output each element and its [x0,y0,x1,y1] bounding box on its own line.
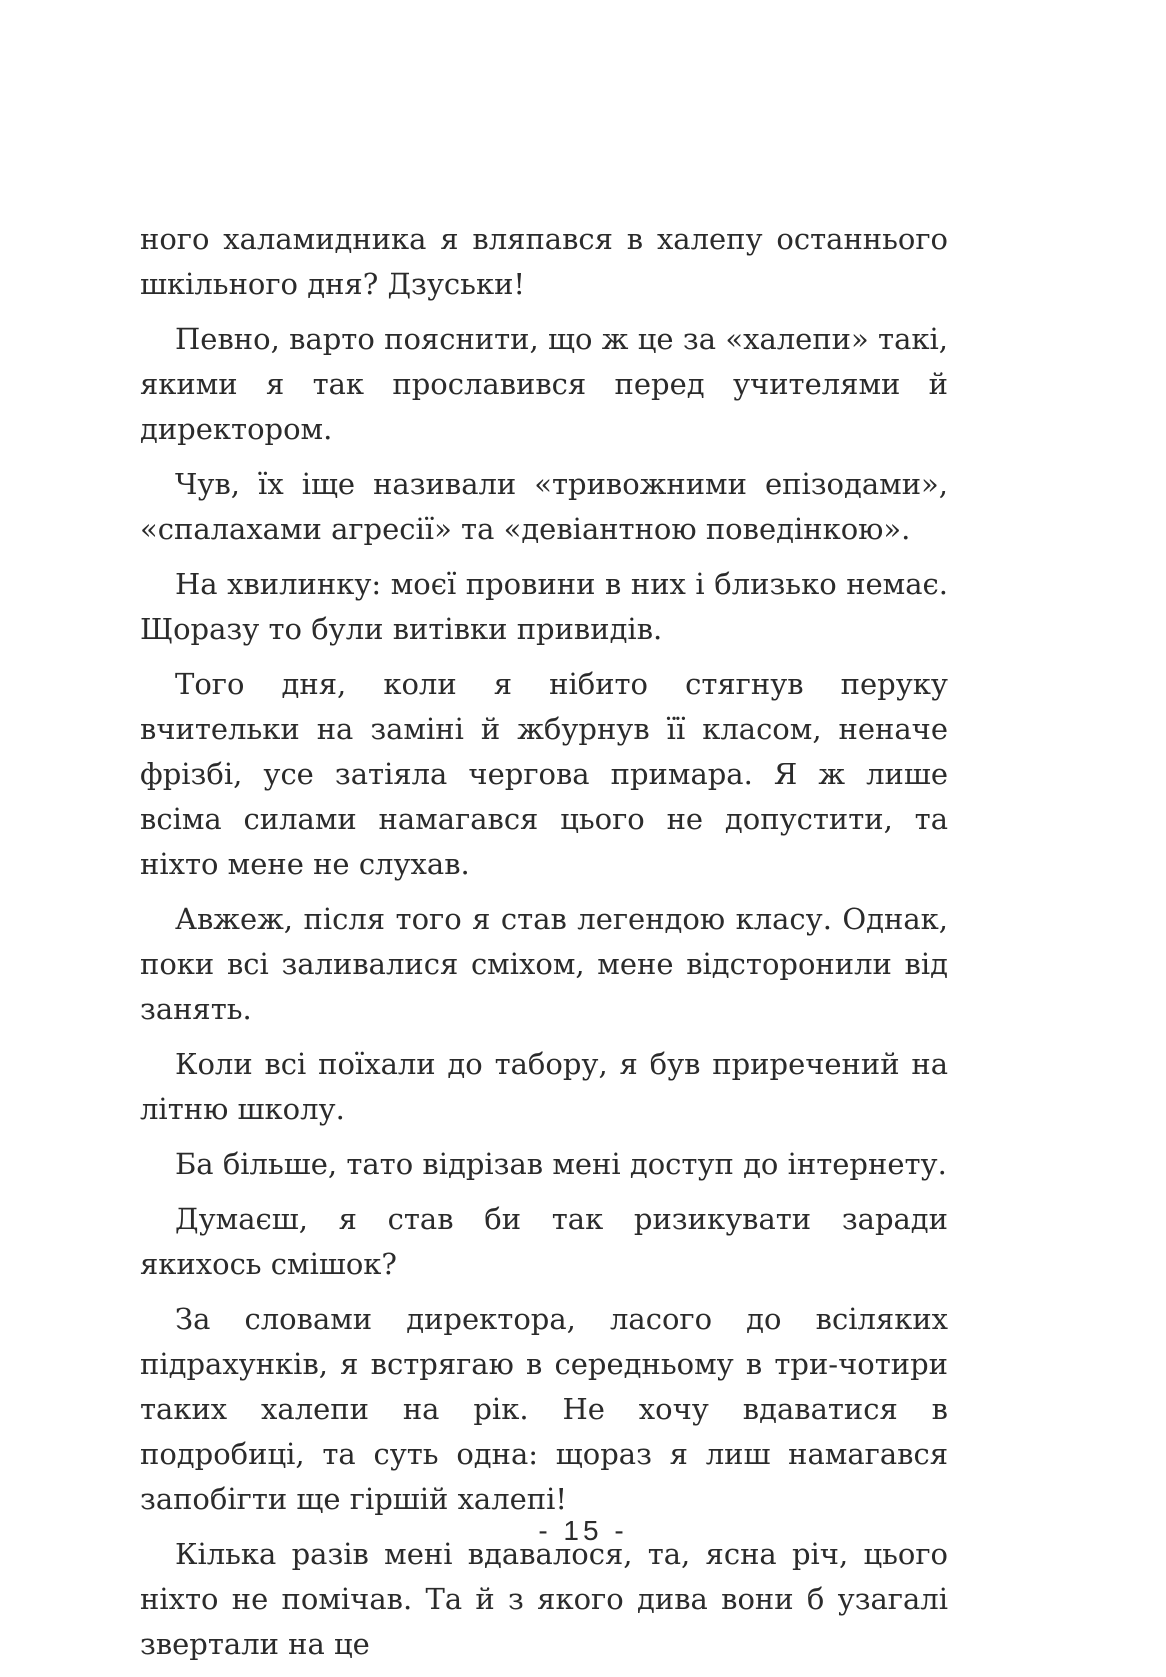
paragraph: Кілька разів мені вдавалося, та, ясна річ, цього ніхто не помічав. Та й з якого дива вони б узагалі звертали на це [140,1537,948,1661]
paragraph: Того дня, коли я нібито стягнув перуку вчительки на заміні й жбурнув її класом, неначе фрізбі, усе затіяла чергова примара. Я ж лише всіма силами намагався цього не допустити, та ніхто мене не слухав. [140,667,948,881]
paragraph: На хвилинку: моєї провини в них і близько немає. Щоразу то були витівки привидів. [140,567,948,646]
page-number: - 15 - [538,1515,628,1546]
paragraph: Думаєш, я став би так ризикувати заради якихось смішок? [140,1202,948,1281]
paragraph: Чув, їх іще називали «тривожними епізодами», «спалахами агресії» та «девіантною поведінкою». [140,467,948,546]
paragraph: Ба більше, тато відрізав мені доступ до інтернету. [175,1147,947,1181]
paragraph: Коли всі поїхали до табору, я був приречений на літню школу. [140,1047,948,1126]
paragraph: За словами директора, ласого до всіляких підрахунків, я встрягаю в середньому в три-чотири таких халепи на рік. Не хочу вдаватися в подробиці, та суть одна: щораз я лиш намагався запобігти ще гіршій халепі! [140,1302,948,1516]
body-text [140,217,948,1677]
paragraph: Авжеж, після того я став легендою класу. Однак, поки всі заливалися сміхом, мене відсторонили від занять. [140,902,948,1026]
paragraph-continuation: ного халамидника я вляпався в халепу останнього шкільного дня? Дзуськи! [140,222,948,301]
paragraph: Певно, варто пояснити, що ж це за «халепи» такі, якими я так прославився перед учителями й директором. [140,322,948,446]
